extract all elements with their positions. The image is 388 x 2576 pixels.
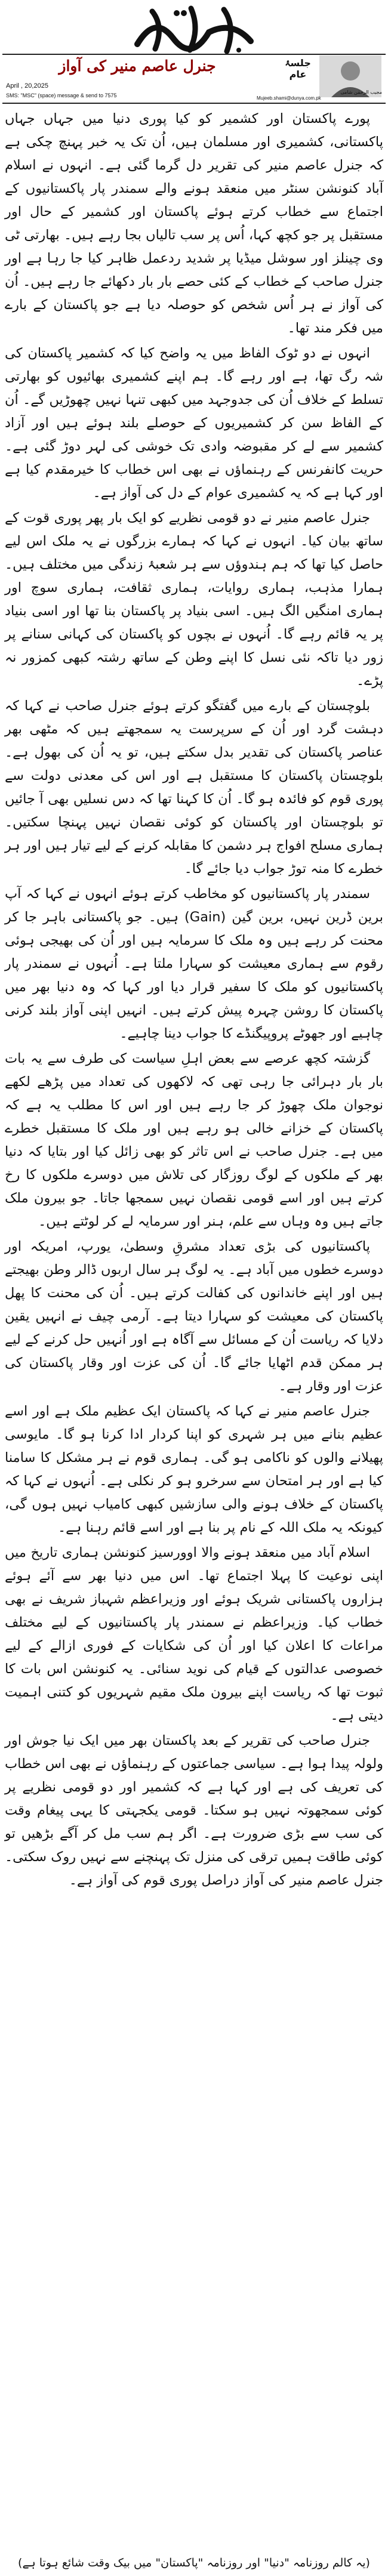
paragraph: پاکستانیوں کی بڑی تعداد مشرقِ وسطیٰ، یورپ، امریکہ اور دوسرے خطوں میں آباد ہے۔ یہ لوگ ہر سال اربوں ڈالر وطن بھیجتے ہیں اور اپنے خاندانوں کی کفالت کرتے ہیں۔ اُن کی محنت کا پھل پاکستان کی معیشت کو سہارا دیتا ہے۔ آرمی چیف نے انہیں یقین دلایا کہ ریاست اُن کے مسائل سے آگاہ ہے اور اُنہیں حل کرنے کے لیے ہر ممکن قدم اٹھایا جائے گا۔ اُن کی عزت اور وقار پاکستان کی عزت اور وقار ہے۔ bbox=[5, 1239, 383, 1394]
column-name-line1: جلسۂ bbox=[285, 57, 311, 69]
masthead bbox=[0, 0, 388, 104]
article-body bbox=[5, 107, 383, 1894]
paragraph: جنرل عاصم منیر نے دو قومی نظریے کو ایک بار پھر پوری قوت کے ساتھ بیان کیا۔ انہوں نے کہا کہ ہمارے بزرگوں نے یہ ملک اس لیے حاصل کیا تھا کہ ہم ہندوؤں سے ہر شعبۂ زندگی میں مختلف ہیں۔ ہمارا مذہب، ہماری روایات، ہماری ثقافت، ہماری سوچ اور ہماری امنگیں الگ ہیں۔ اسی بنیاد پر پاکستان بنا تھا اور اسی بنیاد پر یہ قائم رہے گا۔ اُنہوں نے بچوں کو پاکستان کی کہانی سنانے پر زور دیا تاکہ نئی نسل کا اپنے وطن کے ساتھ رشتہ کبھی کمزور نہ پڑے۔ bbox=[5, 510, 383, 689]
publish-date: April , 20,2025 bbox=[6, 82, 48, 90]
paragraph: انہوں نے دو ٹوک الفاظ میں یہ واضح کیا کہ کشمیر پاکستان کی شہ رگ تھا، ہے اور رہے گا۔ ہم اپنے کشمیری بھائیوں کو بھارتی تسلط کے خلاف اُن کی جدوجہد میں کبھی تنہا نہیں چھوڑیں گے۔ اُن کے الفاظ سن کر کشمیریوں کے حوصلے بلند ہوئے ہیں اور آزاد کشمیر سے لے کر مقبوضہ وادی تک خوشی کی لہر دوڑ گئی ہے۔ حریت کانفرنس کے رہنماؤں نے بھی اس خطاب کا خیرمقدم کیا ہے اور کہا ہے کہ یہ کشمیری عوام کے دل کی آواز ہے۔ bbox=[5, 345, 383, 501]
dunya-logo bbox=[119, 2, 269, 55]
column-name bbox=[281, 57, 315, 80]
paragraph: گزشتہ کچھ عرصے سے بعض اہلِ سیاست کی طرف سے یہ بات بار بار دہرائی جا رہی تھی کہ لاکھوں کی تعداد میں پڑھے لکھے نوجوان ملک چھوڑ کر جا رہے ہیں اور اس کا مطلب یہ ہے کہ پاکستان کے خزانے خالی ہو رہے ہیں اور ملک کا مستقبل خطرے میں ہے۔ جنرل صاحب نے اس تاثر کو بھی زائل کیا اور بتایا کہ دنیا بھر کے ملکوں کے لوگ روزگار کی تلاش میں دوسرے ملکوں کا رخ کرتے ہیں اور اسے قومی نقصان نہیں سمجھا جاتا۔ جو بیرون ملک جاتے ہیں وہ وہاں سے علم، ہنر اور سرمایہ لے کر لوٹتے ہیں۔ bbox=[5, 1051, 383, 1229]
paragraph: اسلام آباد میں منعقد ہونے والا اوورسیز کنونشن ہماری تاریخ میں اپنی نوعیت کا پہلا اجتماع تھا۔ اس میں دنیا بھر سے آئے ہوئے ہزاروں پاکستانی شریک ہوئے اور وزیراعظم شہباز شریف نے بھی خطاب کیا۔ وزیراعظم نے سمندر پار پاکستانیوں کے لیے مختلف مراعات کا اعلان کیا اور اُن کی شکایات کے فوری ازالے کے لیے خصوصی عدالتوں کے قیام کی نوید سنائی۔ یہ کنونشن اس بات کا ثبوت تھا کہ ریاست اپنے بیرون ملک مقیم شہریوں کو کتنی اہمیت دیتی ہے۔ bbox=[5, 1545, 383, 1723]
paragraph: جنرل صاحب کی تقریر کے بعد پاکستان بھر میں ایک نیا جوش اور ولولہ پیدا ہوا ہے۔ سیاسی جماعتوں کے رہنماؤں نے بھی اس خطاب کی تعریف کی ہے اور کہا ہے کہ کشمیر اور دو قومی نظریے پر کوئی سمجھوتہ نہیں ہو سکتا۔ قومی یکجہتی کا یہی پیغام وقت کی سب سے بڑی ضرورت ہے۔ اگر ہم سب مل کر آگے بڑھیں تو کوئی طاقت ہمیں ترقی کی منزل تک پہنچنے سے نہیں روک سکتی۔ جنرل عاصم منیر کی آواز دراصل پوری قوم کی آواز ہے۔ bbox=[5, 1733, 383, 1888]
columnist-byline: مجیب الرحمٰن شامی bbox=[340, 90, 382, 95]
column-name-line2: عام bbox=[289, 69, 307, 80]
sms-instruction: SMS: "MSC" (space) message & send to 7575 bbox=[6, 92, 117, 98]
paragraph: پورے پاکستان اور کشمیر کو کیا پوری دنیا میں جہاں جہاں پاکستانی، کشمیری اور مسلمان ہیں، اُن تک یہ خبر پہنچ چکی ہے کہ جنرل عاصم منیر کی تقریر دل گرما گئی ہے۔ انہوں نے اسلام آباد کنونشن سنٹر میں منعقد ہونے والے سمندر پار پاکستانیوں کے اجتماع سے خطاب کرتے ہوئے پاکستان اور کشمیر کے حال اور مستقبل پر جو کچھ کہا، اُس پر سب تالیاں بجا رہے ہیں۔ بھارتی ٹی وی چینلز اور سوشل میڈیا پر شدید ردعمل ظاہر کیا جا رہا ہے اور جنرل صاحب کے خطاب کے کئی حصے بار بار دکھائے جا رہے ہیں۔ اُن کی آواز نے ہر اُس شخص کو حوصلہ دیا ہے جو پاکستان کے بارے میں فکر مند تھا۔ bbox=[5, 111, 383, 336]
columnist-email[interactable]: Mujeeb.shami@dunya.com.pk bbox=[257, 95, 321, 101]
paragraph: بلوچستان کے بارے میں گفتگو کرتے ہوئے جنرل صاحب نے کہا کہ دہشت گرد اور اُن کے سرپرست یہ سمجھتے ہیں کہ مٹھی بھر عناصر پاکستان کی تقدیر بدل سکتے ہیں، تو یہ اُن کی بھول ہے۔ بلوچستان پاکستان کا مستقبل ہے اور اس کی معدنی دولت سے پوری قوم کو فائدہ ہو گا۔ اُن کا کہنا تھا کہ دس نسلیں بھی آ جائیں تو بلوچستان اور پاکستان کو کوئی نقصان نہیں پہنچا سکتیں۔ ہماری مسلح افواج ہر دشمن کا مقابلہ کرنے کے لیے تیار ہیں اور ہر خطرے کا منہ توڑ جواب دیا جائے گا۔ bbox=[5, 698, 383, 877]
column-title: جنرل عاصم منیر کی آواز bbox=[58, 57, 216, 75]
paragraph: جنرل عاصم منیر نے کہا کہ پاکستان ایک عظیم ملک ہے اور اسے عظیم بنانے میں ہر شہری کو اپنا کردار ادا کرنا ہو گا۔ مایوسی پھیلانے والوں کو ناکامی ہو گی۔ ہماری قوم نے ہر مشکل کا سامنا کیا ہے اور ہر امتحان سے سرخرو ہو کر نکلی ہے۔ اُنہوں نے کہا کہ پاکستان کے خلاف ہونے والی سازشیں کبھی کامیاب نہیں ہوں گی، کیونکہ یہ ملک اللہ کے نام پر بنا ہے اور اسے قائم رہنا ہے۔ bbox=[5, 1403, 383, 1535]
publication-note: (یہ کالم روزنامہ "دنیا" اور روزنامہ "پاکستان" میں بیک وقت شائع ہوتا ہے) bbox=[18, 2556, 370, 2569]
paragraph: سمندر پار پاکستانیوں کو مخاطب کرتے ہوئے انہوں نے کہا کہ آپ برین ڈرین نہیں، برین گین (Gain) ہیں۔ جو پاکستانی باہر جا کر محنت کر رہے ہیں وہ ملک کا سرمایہ ہیں اور اُن کی بھیجی ہوئی رقوم سے ہماری معیشت کو سہارا ملتا ہے۔ اُنہوں نے سمندر پار پاکستانیوں کو ملک کا سفیر قرار دیا اور کہا کہ وہ دنیا بھر میں پاکستان کا روشن چہرہ پیش کرتے ہیں۔ انہیں اپنی آواز بلند کرنی چاہیے اور جھوٹے پروپیگنڈے کا جواب دینا چاہیے۔ bbox=[5, 886, 383, 1041]
